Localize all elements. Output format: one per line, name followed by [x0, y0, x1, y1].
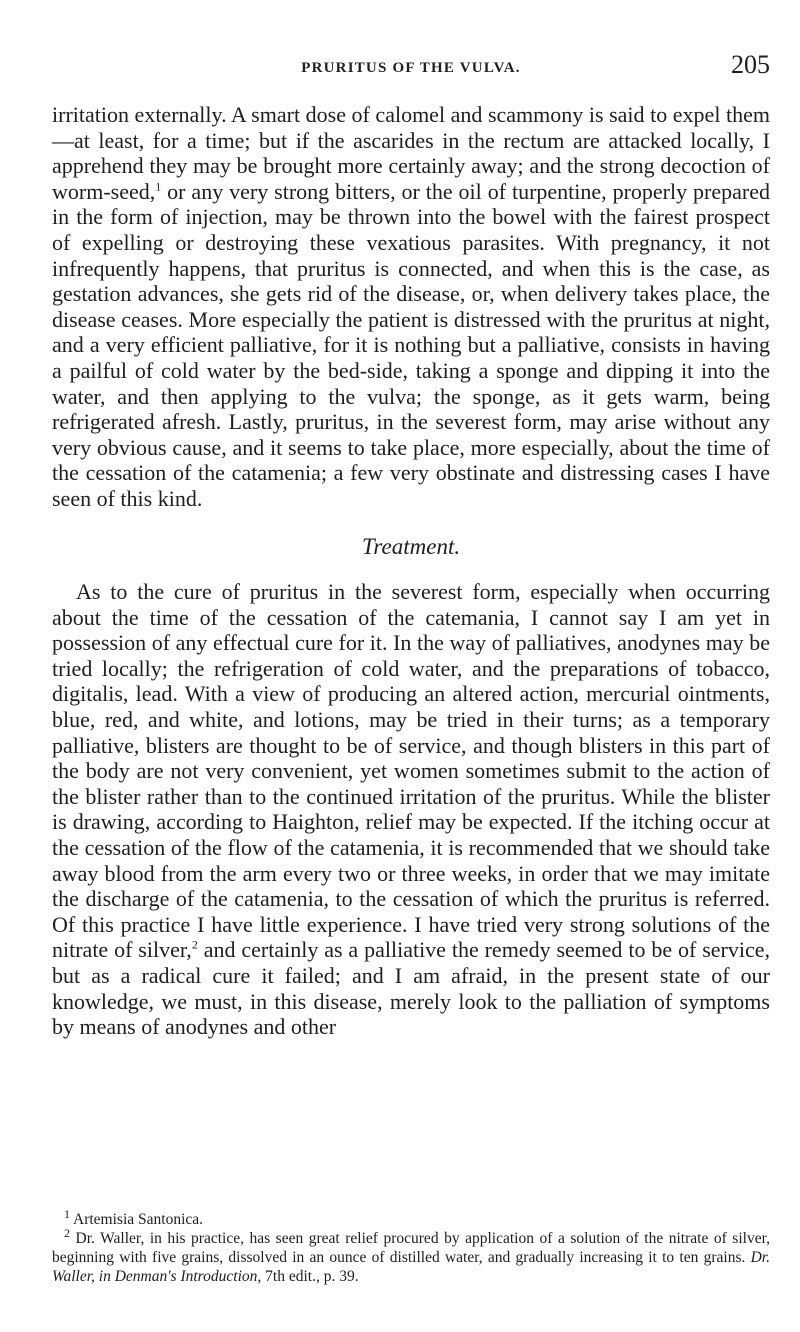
paragraph-text: and certainly as a palliative the remedy seemed to be of service, but as a radical cure it failed; and I am afraid, in the present state of our knowledge, we must, in this disease, merely look to the palliation of symptoms by means of anodynes and other: [52, 937, 771, 1040]
footnote-marker: 2: [64, 1225, 70, 1240]
page-header: [52, 50, 770, 84]
running-title: PRURITUS OF THE VULVA.: [301, 60, 521, 76]
paragraph-text: irritation externally. A smart dose of calomel and scammony is said to expel them—at least, for a time; but if the ascarides in the rectum are attacked locally, I apprehend they may be brought more certainly away; and the strong decoction of worm-seed,: [52, 102, 770, 204]
footnote-ref-1: 1: [155, 179, 162, 194]
paragraph-text: or any very strong bitters, or the oil of turpentine, properly prepared in the form of injection, may be thrown into the bowel with the fairest prospect of expelling or destroying these vexatious parasites. With pregnancy, it not infrequently happens, that pruritus is connected, and when this is the case, as gestation advances, she gets rid of the disease, or, when delivery takes place, the disease ceases. More especially the patient is distressed with the pruritus at night, and a very efficient palliative, for it is nothing but a palliative, consists in having a pailful of cold water by the bed-side, taking a sponge and dipping it into the water, and then applying to the vulva; the sponge, as it gets warm, being refrigerated afresh. Lastly, pruritus, in the severest form, may arise without any very obvious cause, and it seems to take place, more especially, about the time of the cessation of the catamenia; a few very obstinate and distressing cases I have seen of this kind.: [52, 178, 770, 511]
body-text: [52, 102, 770, 1040]
footnote-text: Artemisia Santonica.: [70, 1211, 204, 1228]
paragraph-continuation: [52, 102, 770, 512]
footnote-marker: 1: [64, 1206, 70, 1221]
section-heading: Treatment.: [361, 533, 461, 559]
footnote-source-tail: 7th edit., p. 39.: [261, 1268, 359, 1285]
footnote-text: Dr. Waller, in his practice, has seen great relief procured by application of a solution of the nitrate of silver, beginning with five grains, dissolved in an ounce of distilled water, and gradually increasing it to ten grains.: [52, 1230, 770, 1266]
paragraph-text: As to the cure of pruritus in the severest form, especially when occurring about the time of the cessation of the catemania, I cannot say I am yet in possession of any effectual cure for it. In the way of palliatives, anodynes may be tried locally; the refrigeration of cold water, and the preparations of tobacco, digitalis, lead. With a view of producing an altered action, mercurial ointments, blue, red, and white, and lotions, may be tried in their turns; as a temporary palliative, blisters are thought to be of service, and though blisters in this part of the body are not very convenient, yet women sometimes submit to the action of the blister rather than to the continued irritation of the pruritus. While the blister is drawing, according to Haighton, relief may be expected. If the itching occur at the cessation of the flow of the catamenia, it is recommended that we should take away blood from the arm every two or three weeks, in order that we may imitate the discharge of the catamenia, to the cessation of which the pruritus is referred. Of this practice I have little experience. I have tried very strong solutions of the nitrate of silver,: [52, 579, 770, 963]
paragraph-treatment: [52, 579, 770, 1040]
footnote-1: [52, 1206, 770, 1229]
page-number: 205: [731, 50, 770, 79]
footnote-ref-2: 2: [191, 938, 198, 953]
footnote-2: [52, 1225, 770, 1286]
footnote-source: Dr. Waller, in Denman's Introduction,: [52, 1249, 770, 1285]
footnotes: [52, 1206, 770, 1286]
